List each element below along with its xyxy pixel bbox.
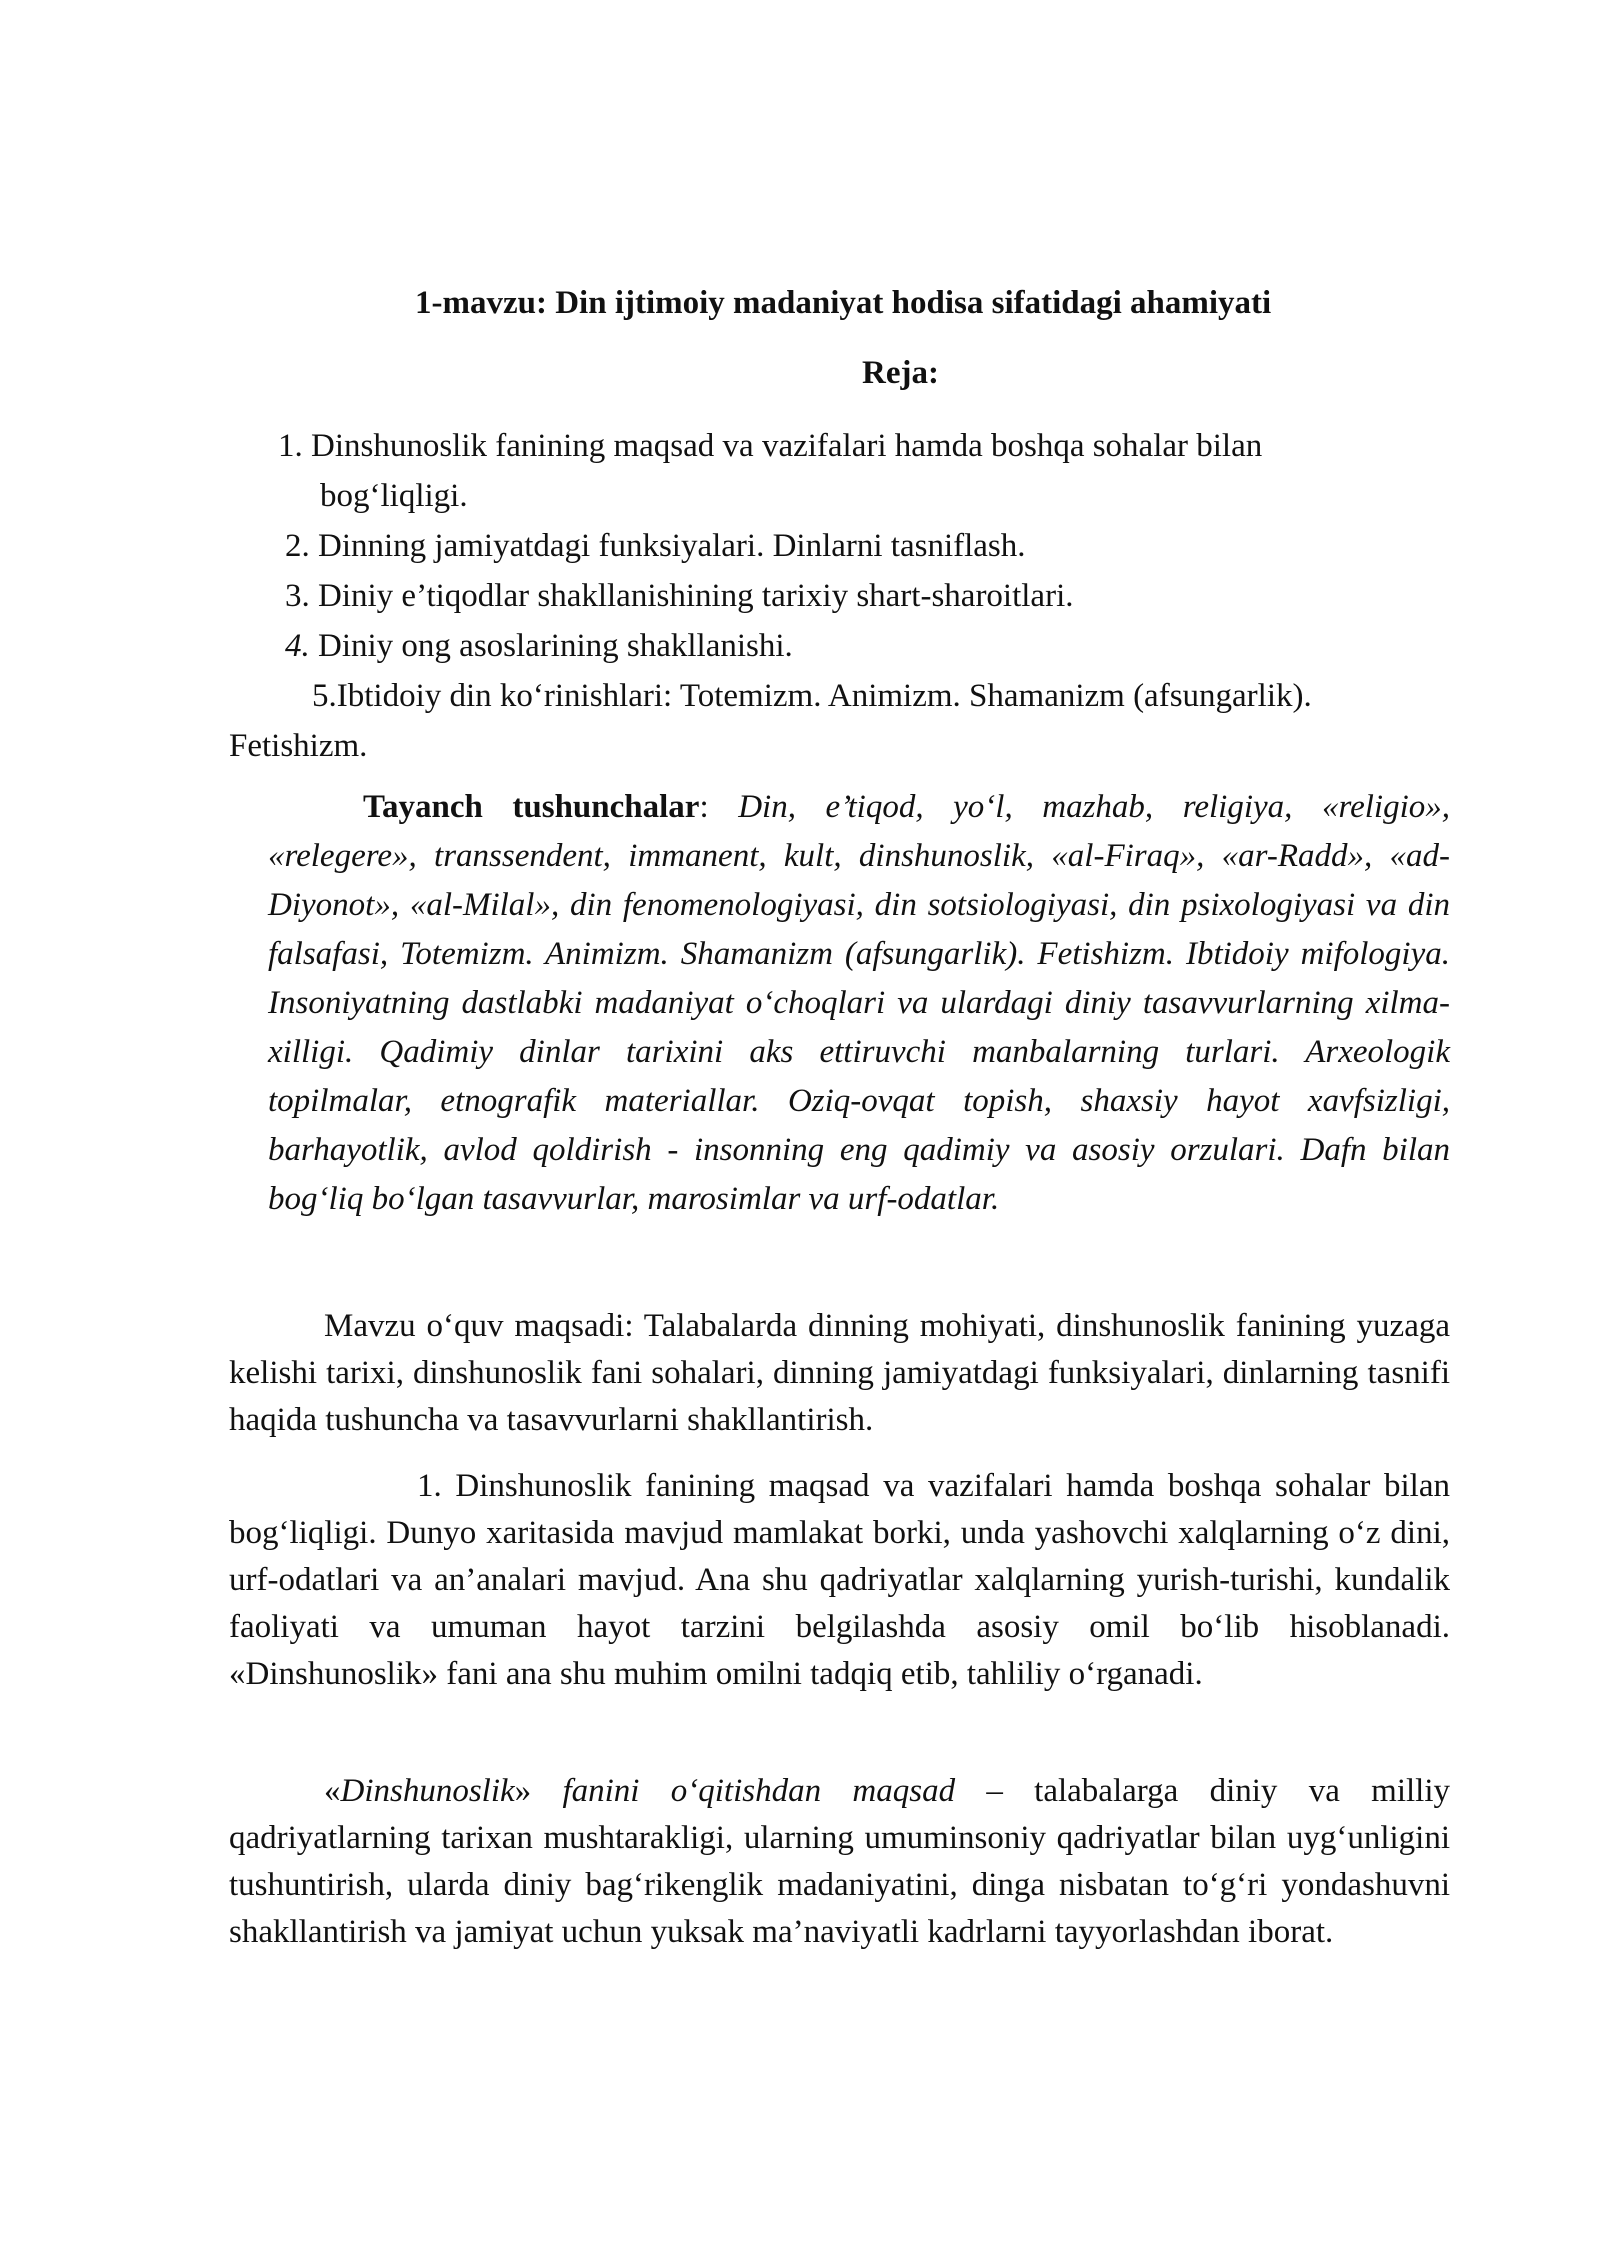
- plan-item-4: [285, 622, 793, 670]
- key-concepts-paragraph: [268, 783, 1450, 1224]
- plan-item-number: 3.: [285, 578, 310, 614]
- plan-item-number: 1.: [278, 428, 303, 464]
- key-concepts-label: Tayanch tushunchalar: [363, 789, 700, 825]
- plan-item-1-continuation: [320, 472, 468, 520]
- plan-item-text: Dinshunoslik fanining maqsad va vazifalari hamda boshqa sohalar bilan: [311, 428, 1263, 464]
- plan-heading: Reja:: [862, 355, 939, 391]
- lesson-goal-paragraph: Mavzu o‘quv maqsadi: Talabalarda dinning mohiyati, dinshunoslik fanining yuzaga kelishi tarixi, dinshunoslik fani sohalari, dinning jamiyatdagi funksiyalari, dinlarning tasnifi haqida tushuncha va tasavvurlarni shakllantirish.: [229, 1308, 1450, 1438]
- key-concepts-terms: Din, e’tiqod, yo‘l, mazhab, religiya, «religio», «relegere», transsendent, immanent, kult, dinshunoslik, «al-Firaq», «ar-Radd», «ad-Diyonot», «al-Milal», din fenomenologiyasi, din sotsiologiyasi, din psixologiyasi va din falsafasi, Totemizm. Animizm. Shamanizm (afsungarlik). Fetishizm. Ibtidoiy mifologiya. Insoniyatning dastlabki madaniyat o‘choqlari va ulardagi diniy tasavvurlarning xilma-xilligi. Qadimiy dinlar tarixini aks ettiruvchi manbalarning turlari. Arxeologik topilmalar, etnografik materiallar. Oziq-ovqat topish, shaxsiy hayot xavfsizligi, barhayotlik, avlod qoldirish - insonning eng qadimiy va asosiy orzulari. Dafn bilan bog‘liq bo‘lgan tasavvurlar, marosimlar va urf-odatlar.: [268, 789, 1450, 1217]
- document-title: 1-mavzu: Din ijtimoiy madaniyat hodisa sifatidagi ahamiyati: [415, 285, 1272, 321]
- plan-item-3: [285, 572, 1074, 620]
- course-aim-paragraph: [229, 1768, 1450, 1956]
- plan-item-number: 2.: [285, 528, 310, 564]
- plan-item-1: [278, 422, 1262, 470]
- plan-item-text: bog‘liqligi.: [320, 478, 468, 514]
- plan-item-5: [312, 672, 1312, 720]
- key-concepts-separator: :: [699, 789, 739, 825]
- aim-subject: Dinshunoslik: [340, 1773, 515, 1809]
- aim-rest: – talabalarga diniy va milliy qadriyatlarning tarixan mushtarakligi, ularning umuminsoniy qadriyatlar bilan uyg‘unligini tushuntirish, ularda diniy bag‘rikenglik madaniyatini, dinga nisbatan to‘g‘ri yondashuvni shakllantirish va jamiyat uchun yuksak ma’naviyatli kadrlarni tayyorlashdan iborat.: [229, 1773, 1450, 1950]
- plan-item-number: 4.: [285, 628, 310, 664]
- aim-close-quote: »: [514, 1773, 563, 1809]
- section-1-paragraph: 1. Dinshunoslik fanining maqsad va vazifalari hamda boshqa sohalar bilan bog‘liqligi. Dunyo xaritasida mavjud mamlakat borki, unda yashovchi xalqlarning o‘z dini, urf-odatlari va an’analari mavjud. Ana shu qadriyatlar xalqlarning yurish-turishi, kundalik faoliyati va umuman hayot tarzini belgilashda asosiy omil bo‘lib hisoblanadi. «Dinshunoslik» fani ana shu muhim omilni tadqiq etib, tahliliy o‘rganadi.: [229, 1468, 1450, 1692]
- plan-item-text: Diniy ong asoslarining shakllanishi.: [318, 628, 793, 664]
- plan-item-text: Dinning jamiyatdagi funksiyalari. Dinlarni tasniflash.: [318, 528, 1026, 564]
- plan-item-5-continuation: [229, 722, 367, 770]
- plan-item-text: 5.Ibtidoiy din ko‘rinishlari: Totemizm. Animizm. Shamanizm (afsungarlik).: [312, 678, 1312, 714]
- plan-item-text: Fetishizm.: [229, 728, 368, 764]
- plan-item-text: Diniy e’tiqodlar shakllanishining tarixiy shart-sharoitlari.: [318, 578, 1074, 614]
- aim-open-quote: «: [324, 1773, 341, 1809]
- aim-phrase: fanini o‘qitishdan maqsad: [562, 1773, 956, 1809]
- plan-item-2: [285, 522, 1026, 570]
